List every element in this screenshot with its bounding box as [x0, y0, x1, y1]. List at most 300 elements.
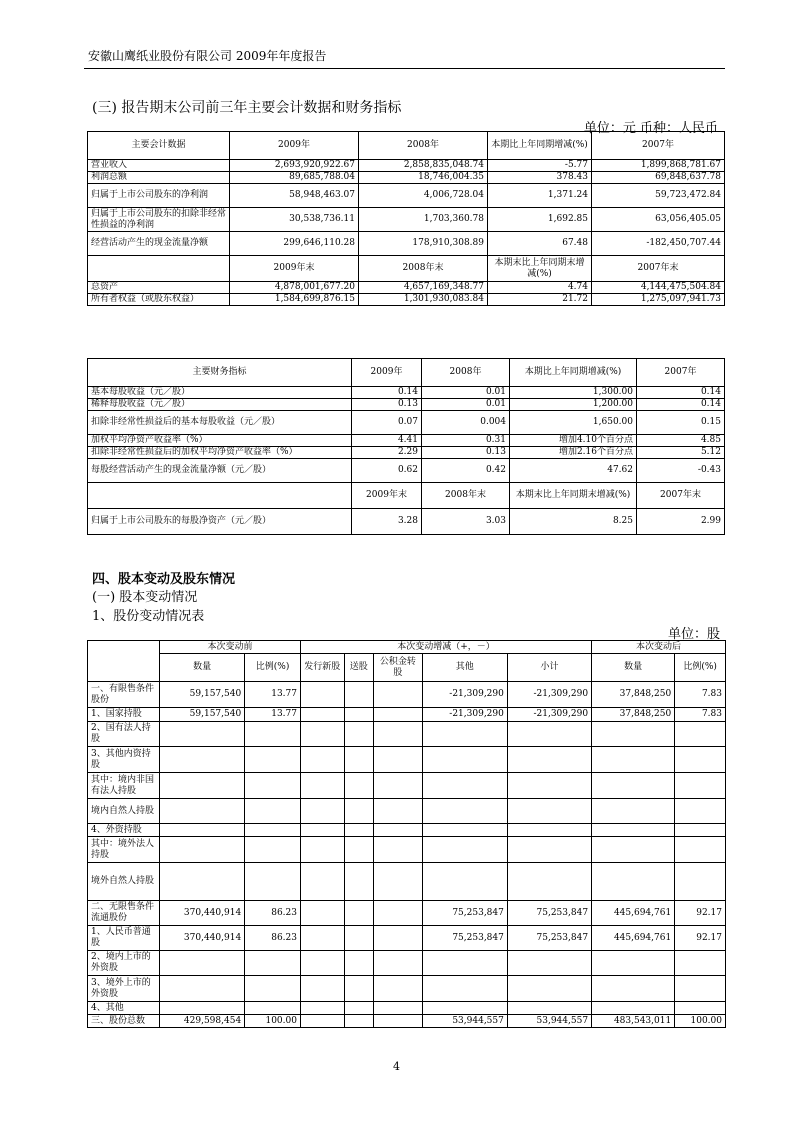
table-cell: 21.72	[488, 294, 592, 306]
table-cell: 0.13	[352, 399, 422, 411]
table-cell	[160, 773, 245, 799]
table-cell	[592, 976, 675, 1002]
column-group-header: 本次变动前	[160, 641, 301, 654]
report-header: 安徽山鹰纸业股份有限公司 2009年年度报告	[88, 49, 327, 63]
table-cell	[507, 1002, 591, 1015]
table-cell: 370,440,914	[160, 901, 245, 926]
table-cell	[160, 1002, 245, 1015]
table-cell	[374, 901, 423, 926]
row-label: 2、国有法人持股	[88, 722, 160, 747]
table-cell	[507, 799, 591, 824]
table-cell	[675, 824, 726, 837]
table-cell: 13.77	[245, 708, 301, 722]
table-cell: 0.62	[352, 459, 422, 483]
table-cell	[675, 747, 726, 773]
table-cell: 1,371.24	[488, 184, 592, 208]
table-cell: 2,858,835,048.74	[359, 160, 488, 172]
table-cell	[344, 976, 373, 1002]
table-row	[88, 799, 726, 824]
column-header: 数量	[592, 654, 675, 682]
table-cell: 18,746,004.35	[359, 172, 488, 184]
table-cell	[422, 837, 507, 863]
table-cell: 1,899,868,781.67	[592, 160, 725, 172]
table-cell: 1,703,360.78	[359, 208, 488, 232]
table-cell: 0.004	[422, 411, 510, 435]
table-row	[88, 282, 725, 294]
table-cell	[245, 863, 301, 901]
row-label: 其中：境内非国有法人持股	[88, 773, 160, 799]
table-cell: 0.15	[637, 411, 725, 435]
table-cell	[592, 863, 675, 901]
section-3-title: (三) 报告期末公司前三年主要会计数据和财务指标	[92, 100, 402, 116]
table-cell	[592, 747, 675, 773]
table-cell	[507, 773, 591, 799]
table-cell	[422, 1002, 507, 1015]
row-label: 其中：境外法人持股	[88, 837, 160, 863]
table-cell	[675, 837, 726, 863]
table-cell	[300, 824, 344, 837]
column-header: 2009年	[352, 359, 422, 387]
column-header: 其他	[422, 654, 507, 682]
table-row	[88, 1002, 726, 1015]
column-header: 发行新股	[300, 654, 344, 682]
financial-indicators-table	[87, 358, 725, 535]
row-label: 1、国家持股	[88, 708, 160, 722]
table-cell	[245, 824, 301, 837]
table-cell	[374, 773, 423, 799]
table-cell: 483,543,011	[592, 1015, 675, 1028]
column-header: 主要财务指标	[88, 359, 352, 387]
table-cell	[245, 976, 301, 1002]
table-cell	[592, 837, 675, 863]
row-label: 3、境外上市的外资股	[88, 976, 160, 1002]
table-cell	[592, 824, 675, 837]
table-cell	[507, 747, 591, 773]
table-cell	[422, 976, 507, 1002]
table-cell: 8.25	[510, 509, 637, 535]
table-cell	[245, 837, 301, 863]
table-cell	[344, 951, 373, 976]
table-cell: 100.00	[245, 1015, 301, 1028]
table-row	[88, 447, 725, 459]
table-cell	[245, 773, 301, 799]
page-number: 4	[393, 1060, 400, 1073]
table-cell: 47.62	[510, 459, 637, 483]
table-cell	[300, 976, 344, 1002]
table-cell	[245, 747, 301, 773]
table-cell: 59,723,472.84	[592, 184, 725, 208]
table-cell: 0.14	[352, 387, 422, 399]
table-cell: 13.77	[245, 682, 301, 708]
table-row	[88, 435, 725, 447]
table-cell	[300, 722, 344, 747]
table-cell	[245, 1002, 301, 1015]
table-cell: 0.01	[422, 387, 510, 399]
table-cell: 1,300.00	[510, 387, 637, 399]
table-cell: 63,056,405.05	[592, 208, 725, 232]
table-cell: 2.29	[352, 447, 422, 459]
row-label: 二、无限售条件流通股份	[88, 901, 160, 926]
table-row	[88, 951, 726, 976]
table-row	[88, 837, 726, 863]
table-cell	[374, 708, 423, 722]
table-cell: 59,157,540	[160, 708, 245, 722]
table-cell: -21,309,290	[422, 682, 507, 708]
row-label: 一、有限售条件股份	[88, 682, 160, 708]
table-cell: 37,848,250	[592, 708, 675, 722]
table-cell	[160, 863, 245, 901]
table-row	[88, 208, 725, 232]
header-row	[88, 359, 725, 387]
column-header	[88, 641, 160, 682]
table-cell: 4,144,475,504.84	[592, 282, 725, 294]
table-row	[88, 824, 726, 837]
header-row	[88, 654, 726, 682]
table-cell: 92.17	[675, 901, 726, 926]
column-header	[88, 256, 230, 282]
table-cell: 30,538,736.11	[230, 208, 359, 232]
table-cell	[592, 951, 675, 976]
table-row	[88, 901, 726, 926]
table-row	[88, 411, 725, 435]
table-cell	[344, 837, 373, 863]
table-cell: 1,200.00	[510, 399, 637, 411]
row-label: 2、境内上市的外资股	[88, 951, 160, 976]
table-cell	[300, 901, 344, 926]
table-cell	[344, 799, 373, 824]
share-change-table	[87, 640, 726, 1028]
column-header: 比例(%)	[675, 654, 726, 682]
table-cell: 3.28	[352, 509, 422, 535]
table-cell: 0.42	[422, 459, 510, 483]
table-cell	[344, 926, 373, 951]
table-cell: 1,301,930,083.84	[359, 294, 488, 306]
header-row	[88, 132, 725, 160]
row-label: 归属于上市公司股东的净利润	[88, 184, 230, 208]
header-divider	[84, 68, 725, 69]
column-header	[88, 483, 352, 509]
header-row	[88, 483, 725, 509]
table-cell	[344, 722, 373, 747]
row-label: 归属于上市公司股东的扣除非经常性损益的净利润	[88, 208, 230, 232]
table-cell: 1,584,699,876.15	[230, 294, 359, 306]
column-header: 2009年末	[352, 483, 422, 509]
table-cell: 370,440,914	[160, 926, 245, 951]
table-cell: 445,694,761	[592, 901, 675, 926]
table-cell: 37,848,250	[592, 682, 675, 708]
table-cell	[300, 1002, 344, 1015]
column-header: 2007年	[592, 132, 725, 160]
table-row	[88, 184, 725, 208]
table-cell	[374, 1015, 423, 1028]
table-cell	[374, 799, 423, 824]
section-4-subtitle: (一) 股本变动情况	[92, 590, 198, 605]
row-label: 归属于上市公司股东的每股净资产（元／股）	[88, 509, 352, 535]
table-cell	[422, 747, 507, 773]
table-cell: 5.12	[637, 447, 725, 459]
table-cell	[507, 837, 591, 863]
column-header: 2008年	[359, 132, 488, 160]
table-cell: 0.13	[422, 447, 510, 459]
table-cell: 3.03	[422, 509, 510, 535]
row-label: 营业收入	[88, 160, 230, 172]
row-label: 扣除非经常性损益后的基本每股收益（元／股）	[88, 411, 352, 435]
column-header: 本期末比上年同期末增减(%)	[510, 483, 637, 509]
table-cell: 0.14	[637, 387, 725, 399]
row-label: 3、其他内资持股	[88, 747, 160, 773]
table-row	[88, 863, 726, 901]
column-header: 2007年末	[592, 256, 725, 282]
row-label: 境内自然人持股	[88, 799, 160, 824]
share-change-unit: 单位：股	[667, 627, 720, 642]
table-row	[88, 294, 725, 306]
table-row	[88, 722, 726, 747]
column-header: 送股	[344, 654, 373, 682]
table-cell	[422, 863, 507, 901]
table-row	[88, 160, 725, 172]
table-row	[88, 976, 726, 1002]
table-cell	[160, 976, 245, 1002]
table-cell	[507, 951, 591, 976]
column-header: 2007年末	[637, 483, 725, 509]
column-group-header: 本次变动增减（+，－）	[300, 641, 591, 654]
table-cell: 0.14	[637, 399, 725, 411]
table-cell: 7.83	[675, 682, 726, 708]
column-header: 主要会计数据	[88, 132, 230, 160]
section-4-title: 四、股本变动及股东情况	[92, 572, 236, 587]
table-cell	[300, 1015, 344, 1028]
table-cell	[374, 682, 423, 708]
table-cell: 增加4.10个百分点	[510, 435, 637, 447]
table-cell: 53,944,557	[422, 1015, 507, 1028]
table-cell	[422, 951, 507, 976]
column-header: 本期比上年同期增减(%)	[488, 132, 592, 160]
row-label: 总资产	[88, 282, 230, 294]
column-header: 数量	[160, 654, 245, 682]
table-cell	[675, 863, 726, 901]
table-cell: -21,309,290	[507, 708, 591, 722]
table-cell: 2.99	[637, 509, 725, 535]
row-label: 4、外资持股	[88, 824, 160, 837]
table-cell	[300, 747, 344, 773]
table-row	[88, 682, 726, 708]
table-cell	[300, 799, 344, 824]
table-cell: 4,006,728.04	[359, 184, 488, 208]
row-label: 1、人民币普通股	[88, 926, 160, 951]
column-header: 本期末比上年同期末增减(%)	[488, 256, 592, 282]
table-cell: 59,157,540	[160, 682, 245, 708]
column-header: 小计	[507, 654, 591, 682]
table-cell: 89,685,788.04	[230, 172, 359, 184]
table-cell: 100.00	[675, 1015, 726, 1028]
row-label: 每股经营活动产生的现金流量净额（元／股）	[88, 459, 352, 483]
table-cell: -182,450,707.44	[592, 232, 725, 256]
table-cell	[675, 1002, 726, 1015]
row-label: 三、股份总数	[88, 1015, 160, 1028]
column-header: 2008年末	[422, 483, 510, 509]
column-header: 2009年末	[230, 256, 359, 282]
table-cell: 299,646,110.28	[230, 232, 359, 256]
table-row	[88, 172, 725, 184]
table-cell	[675, 976, 726, 1002]
table-cell: 69,848,637.78	[592, 172, 725, 184]
table-row	[88, 773, 726, 799]
table-cell: 86.23	[245, 926, 301, 951]
table-cell	[344, 901, 373, 926]
table-cell	[300, 926, 344, 951]
table-cell	[422, 824, 507, 837]
table-cell	[300, 837, 344, 863]
table-cell	[160, 837, 245, 863]
table-cell: -21,309,290	[507, 682, 591, 708]
table-cell	[344, 1015, 373, 1028]
table-cell: -0.43	[637, 459, 725, 483]
table-cell: 58,948,463.07	[230, 184, 359, 208]
table-cell: 75,253,847	[422, 926, 507, 951]
column-header: 本期比上年同期增减(%)	[510, 359, 637, 387]
table-cell: 75,253,847	[422, 901, 507, 926]
table-cell	[592, 799, 675, 824]
table-cell: 4,657,169,348.77	[359, 282, 488, 294]
table-cell: 445,694,761	[592, 926, 675, 951]
table-cell: -5.77	[488, 160, 592, 172]
column-header: 2008年	[422, 359, 510, 387]
row-label: 境外自然人持股	[88, 863, 160, 901]
row-label: 稀释每股收益（元／股）	[88, 399, 352, 411]
table-cell	[344, 747, 373, 773]
table-cell: 4,878,001,677.20	[230, 282, 359, 294]
table-cell	[507, 863, 591, 901]
table-cell	[245, 799, 301, 824]
row-label: 经营活动产生的现金流量净额	[88, 232, 230, 256]
table-cell	[374, 926, 423, 951]
table-cell	[160, 799, 245, 824]
table-cell	[245, 722, 301, 747]
table-cell: 378.43	[488, 172, 592, 184]
column-header: 比例(%)	[245, 654, 301, 682]
header-row	[88, 641, 726, 654]
table-cell	[374, 824, 423, 837]
table-cell	[374, 747, 423, 773]
table-cell	[160, 951, 245, 976]
table-cell	[507, 976, 591, 1002]
accounting-data-table	[87, 131, 725, 306]
column-header: 公积金转股	[374, 654, 423, 682]
table-cell: 0.31	[422, 435, 510, 447]
table-cell: 4.85	[637, 435, 725, 447]
table-row	[88, 459, 725, 483]
table-cell: -21,309,290	[422, 708, 507, 722]
table-cell	[245, 951, 301, 976]
table-cell: 2,693,920,922.67	[230, 160, 359, 172]
row-label: 扣除非经常性损益后的加权平均净资产收益率（%）	[88, 447, 352, 459]
column-header: 2008年末	[359, 256, 488, 282]
table-cell	[344, 708, 373, 722]
table-cell: 1,650.00	[510, 411, 637, 435]
table-cell: 429,598,454	[160, 1015, 245, 1028]
table-row	[88, 232, 725, 256]
table-cell: 增加2.16个百分点	[510, 447, 637, 459]
table-cell	[374, 722, 423, 747]
table-cell	[300, 708, 344, 722]
table-cell	[344, 682, 373, 708]
table-cell	[300, 773, 344, 799]
table-cell	[374, 951, 423, 976]
table-cell	[300, 951, 344, 976]
table-cell: 7.83	[675, 708, 726, 722]
table-cell: 67.48	[488, 232, 592, 256]
row-label: 加权平均净资产收益率（%）	[88, 435, 352, 447]
table-cell: 0.01	[422, 399, 510, 411]
table-cell	[592, 1002, 675, 1015]
table-row	[88, 747, 726, 773]
table-cell: 75,253,847	[507, 926, 591, 951]
table-cell	[507, 824, 591, 837]
table-cell	[344, 1002, 373, 1015]
table-cell	[675, 722, 726, 747]
column-header: 2009年	[230, 132, 359, 160]
table-cell: 178,910,308.89	[359, 232, 488, 256]
row-label: 利润总额	[88, 172, 230, 184]
table-cell: 4.41	[352, 435, 422, 447]
table-cell	[374, 837, 423, 863]
table-row	[88, 509, 725, 535]
table-cell	[422, 799, 507, 824]
table-cell	[374, 1002, 423, 1015]
share-change-table-title: 1、股份变动情况表	[92, 609, 205, 624]
table-cell: 1,275,097,941.73	[592, 294, 725, 306]
table-cell: 92.17	[675, 926, 726, 951]
section-3-unit: 单位：元 币种：人民币	[583, 121, 718, 136]
table-cell: 53,944,557	[507, 1015, 591, 1028]
header-row	[88, 256, 725, 282]
table-cell	[675, 799, 726, 824]
table-cell	[344, 863, 373, 901]
table-cell	[422, 773, 507, 799]
table-cell: 1,692.85	[488, 208, 592, 232]
table-cell	[507, 722, 591, 747]
table-cell	[592, 773, 675, 799]
row-label: 基本每股收益（元／股）	[88, 387, 352, 399]
table-cell	[422, 722, 507, 747]
table-cell	[675, 773, 726, 799]
table-cell	[344, 824, 373, 837]
table-cell: 4.74	[488, 282, 592, 294]
table-cell	[675, 951, 726, 976]
table-cell	[160, 747, 245, 773]
table-cell	[344, 773, 373, 799]
table-cell: 86.23	[245, 901, 301, 926]
table-cell	[592, 722, 675, 747]
column-group-header: 本次变动后	[592, 641, 726, 654]
table-row	[88, 387, 725, 399]
column-header: 2007年	[637, 359, 725, 387]
table-cell	[160, 824, 245, 837]
table-cell	[300, 863, 344, 901]
table-cell: 75,253,847	[507, 901, 591, 926]
table-row	[88, 399, 725, 411]
table-cell: 0.07	[352, 411, 422, 435]
row-label: 4、其他	[88, 1002, 160, 1015]
row-label: 所有者权益（或股东权益）	[88, 294, 230, 306]
table-cell	[374, 976, 423, 1002]
table-row	[88, 1015, 726, 1028]
table-row	[88, 708, 726, 722]
table-row	[88, 926, 726, 951]
table-cell	[300, 682, 344, 708]
table-cell	[374, 863, 423, 901]
table-cell	[160, 722, 245, 747]
